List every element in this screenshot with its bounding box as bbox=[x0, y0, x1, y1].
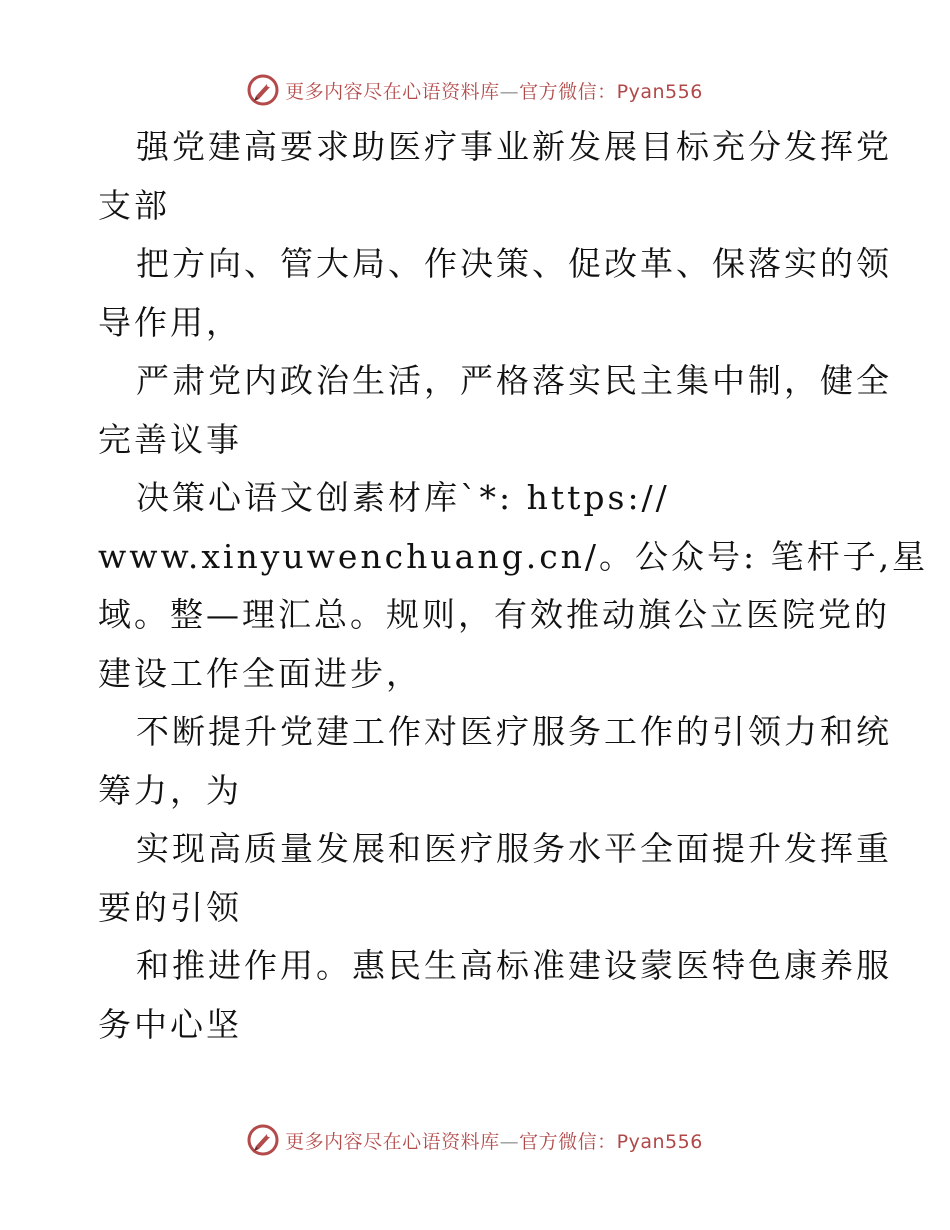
body-line: 要的引领 bbox=[98, 887, 242, 927]
header-watermark bbox=[0, 70, 950, 110]
pen-logo-icon bbox=[247, 74, 279, 106]
body-line: 决策心语文创素材库`*: https:// bbox=[136, 478, 670, 517]
body-line: 把方向、管大局、作决策、促改革、保落实的领 bbox=[136, 244, 892, 283]
body-line: 完善议事 bbox=[98, 419, 242, 459]
body-line: 筹力，为 bbox=[98, 770, 242, 810]
body-line: 不断提升党建工作对医疗服务工作的引领力和统 bbox=[136, 712, 892, 751]
footer-prefix: 更多内容尽在心语资料库 bbox=[285, 1130, 500, 1153]
header-prefix: 更多内容尽在心语资料库 bbox=[285, 80, 500, 103]
body-line: 域。整—理汇总。规则，有效推动旗公立医院党的 bbox=[98, 595, 890, 634]
body-line: 建设工作全面进步， bbox=[98, 653, 422, 693]
body-line: www.xinyuwenchuang.cn/。公众号: 笔杆子,星 bbox=[98, 536, 929, 576]
footer-separator: — bbox=[499, 1130, 520, 1153]
footer-suffix: 官方微信：Pyan556 bbox=[519, 1130, 703, 1153]
body-line: 导作用， bbox=[98, 302, 242, 342]
body-line: 强党建高要求助医疗事业新发展目标充分发挥党 bbox=[136, 127, 892, 166]
body-line: 支部 bbox=[98, 185, 170, 225]
body-line: 和推进作用。惠民生高标准建设蒙医特色康养服 bbox=[136, 946, 892, 985]
footer-watermark bbox=[0, 1120, 950, 1160]
header-separator: — bbox=[499, 80, 520, 103]
body-line: 实现高质量发展和医疗服务水平全面提升发挥重 bbox=[136, 829, 892, 868]
body-line: 务中心坚 bbox=[98, 1004, 242, 1044]
document-body bbox=[98, 118, 929, 1054]
body-line: 严肃党内政治生活，严格落实民主集中制，健全 bbox=[136, 361, 892, 400]
header-suffix: 官方微信：Pyan556 bbox=[519, 80, 703, 103]
pen-logo-icon bbox=[247, 1124, 279, 1156]
